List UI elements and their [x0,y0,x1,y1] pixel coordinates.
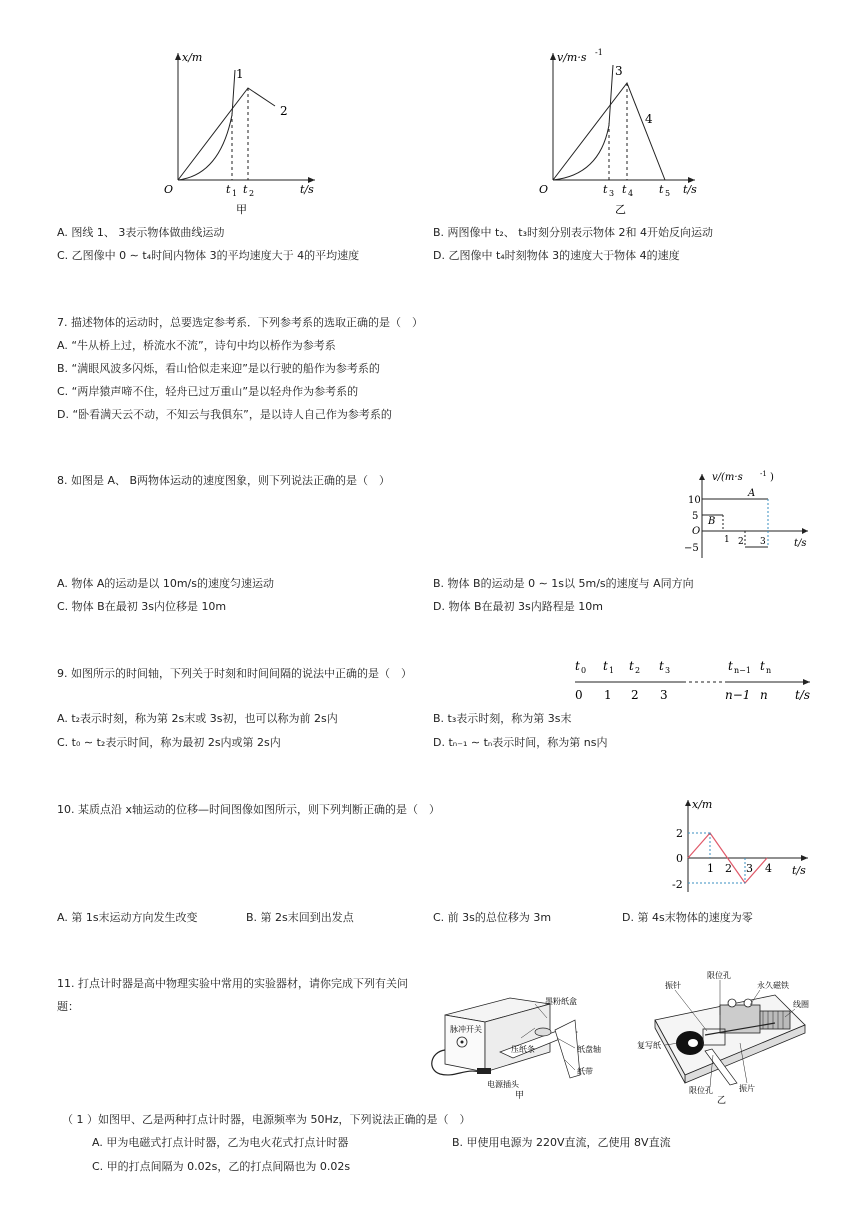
caption-jia: 甲 [515,1091,525,1100]
q10-stem: 10. 某质点沿 x轴运动的位移—时间图像如图所示，则下列判断正确的是（ ） [57,803,440,816]
tick-t2-sub: 2 [635,666,641,675]
tick-tn-sub: n [766,666,772,675]
tick-t0-sub: 0 [581,666,587,675]
ylabel: x/m [182,51,203,64]
ylabel-end: ) [770,472,774,483]
q10-option-d[interactable]: D. 第 4s末物体的速度为零 [622,911,753,924]
t1-sub: 1 [232,189,238,198]
y-tick-0: 0 [676,852,683,865]
tick-tn-1-sub: n−1 [734,666,751,675]
tick-tn: t [760,659,765,673]
y-tick-2: 2 [676,827,683,840]
num-n: n [760,688,768,702]
x-tick-1: 1 [724,535,730,545]
q7-option-c[interactable]: C. “两岸猿声啼不住，轻舟已过万重山”是以轻舟作为参考系的 [57,385,359,398]
q9-option-d[interactable]: D. tₙ₋₁ ∼ tₙ表示时间，称为第 ns内 [433,736,608,749]
ylabel-sup: -1 [595,48,603,57]
label-pulse-switch: 脉冲开关 [450,1025,482,1034]
q6-option-c[interactable]: C. 乙图像中 0 ∼ t₄时间内物体 3的平均速度大于 4的平均速度 [57,249,360,262]
label-carbon-paper: 复写纸 [637,1041,661,1050]
q6-option-d[interactable]: D. 乙图像中 t₄时刻物体 3的速度大于物体 4的速度 [433,249,680,262]
label-hole-bottom: 限位孔 [689,1086,713,1095]
num-1: 1 [604,688,612,702]
origin-label: O [164,183,174,196]
q7-option-d[interactable]: D. “卧看满天云不动，不知云与我俱东”，是以诗人自己作为参考系的 [57,408,392,421]
tick-t3-sub: 3 [665,666,671,675]
y-tick-5: 5 [692,511,699,522]
t2-label: t [243,183,248,196]
tick-t0: t [575,659,580,673]
q9-stem: 9. 如图所示的时间轴，下列关于时刻和时间间隔的说法中正确的是（ ） [57,667,412,680]
label-tape: 纸带 [577,1067,593,1076]
tick-t2: t [629,659,634,673]
q6-option-b[interactable]: B. 两图像中 t₂、 t₃时刻分别表示物体 2和 4开始反向运动 [433,226,713,239]
q10-option-a[interactable]: A. 第 1s末运动方向发生改变 [57,911,198,924]
x-tick-2: 2 [725,862,732,875]
t1-label: t [226,183,231,196]
tick-tn-1: t [728,659,733,673]
q8-option-b[interactable]: B. 物体 B的运动是 0 ∼ 1s以 5m/s的速度与 A同方向 [433,577,694,590]
ylabel: x/m [692,798,713,811]
x-tick-1: 1 [707,862,714,875]
line-2-label: 2 [280,104,288,118]
label-needle: 振针 [665,981,681,990]
q10-graph-x-t [670,792,815,897]
y-tick-0: O [692,526,701,537]
q9-option-a[interactable]: A. t₂表示时刻，称为第 2s末或 3s初，也可以称为前 2s内 [57,712,338,725]
q7-stem: 7. 描述物体的运动时，总要选定参考系．下列参考系的选取正确的是（ ） [57,316,423,329]
q11-sub1-stem: （ 1 ）如图甲、乙是两种打点计时器，电源频率为 50Hz，下列说法正确的是（ ） [62,1113,471,1126]
num-3: 3 [660,688,668,702]
caption-jia: 甲 [236,203,247,216]
label-reed: 振片 [739,1084,755,1093]
line-4-label: 4 [645,112,653,126]
xlabel: t/s [683,183,697,196]
caption-yi: 乙 [615,203,626,216]
y-tick-neg2: -2 [672,878,683,891]
num-n-1: n−1 [725,688,751,702]
q9-option-b[interactable]: B. t₃表示时刻，称为第 3s末 [433,712,572,725]
ylabel-sup: -1 [760,470,767,478]
q8-graph-v-t [672,466,817,562]
t5-sub: 5 [665,189,671,198]
t4-label: t [622,183,627,196]
xlabel: t/s [300,183,314,196]
fig-spark-timer [425,990,625,1100]
series-b-label: B [708,516,716,527]
q8-option-d[interactable]: D. 物体 B在最初 3s内路程是 10m [433,600,603,613]
x-tick-4: 4 [765,862,772,875]
q8-stem: 8. 如图是 A、 B两物体运动的速度图象，则下列说法正确的是（ ） [57,474,391,487]
origin-label: O [539,183,549,196]
caption-yi: 乙 [717,1096,727,1105]
q7-option-b[interactable]: B. “满眼风波多闪烁，看山恰似走来迎”是以行驶的船作为参考系的 [57,362,380,375]
q10-option-c[interactable]: C. 前 3s的总位移为 3m [433,911,552,924]
x-tick-2: 2 [738,537,744,547]
x-tick-3: 3 [760,537,766,547]
q6-option-a[interactable]: A. 图线 1、 3表示物体做曲线运动 [57,226,225,239]
xlabel: t/s [794,538,807,549]
t2-sub: 2 [249,189,255,198]
x-tick-3: 3 [746,862,753,875]
xlabel: t/s [792,864,806,877]
q11-stem-line2: 题： [57,1000,79,1013]
t3-sub: 3 [609,189,615,198]
t5-label: t [659,183,664,196]
y-tick-neg5: −5 [684,543,699,554]
label-hole-top: 限位孔 [707,971,731,980]
series-a-label: A [748,488,756,499]
line-1-label: 1 [236,67,244,81]
q9-option-c[interactable]: C. t₀ ∼ t₂表示时间，称为最初 2s内或第 2s内 [57,736,281,749]
label-press-strip: 压纸条 [511,1045,535,1054]
graph-yi-v-t [525,45,715,220]
q11-stem-line1: 11. 打点计时器是高中物理实验中常用的实验器材，请你完成下列有关问 [57,977,408,990]
q7-option-a[interactable]: A. “牛从桥上过，桥流水不流”，诗句中均以桥作为参考系 [57,339,336,352]
q8-option-a[interactable]: A. 物体 A的运动是以 10m/s的速度匀速运动 [57,577,274,590]
label-ink-box: 墨粉纸盒 [545,997,577,1006]
q11-sub1-option-c[interactable]: C. 甲的打点间隔为 0.02s，乙的打点间隔也为 0.02s [92,1160,351,1173]
t4-sub: 4 [628,189,634,198]
tick-t3: t [659,659,664,673]
line-3-label: 3 [615,64,623,78]
y-tick-10: 10 [688,495,701,506]
q9-time-axis [565,655,820,705]
xlabel: t/s [795,688,811,702]
label-plug: 电源插头 [487,1080,519,1089]
label-magnet: 永久磁铁 [757,981,789,990]
tick-t1: t [603,659,608,673]
tick-t1-sub: 1 [609,666,615,675]
graph-jia-x-t [150,45,330,220]
q10-option-b[interactable]: B. 第 2s末回到出发点 [246,911,354,924]
q11-sub1-option-a[interactable]: A. 甲为电磁式打点计时器，乙为电火花式打点计时器 [92,1136,349,1149]
q8-option-c[interactable]: C. 物体 B在最初 3s内位移是 10m [57,600,227,613]
t3-label: t [603,183,608,196]
fig-em-timer [635,965,820,1105]
label-coil: 线圈 [793,1000,809,1009]
num-0: 0 [575,688,583,702]
label-disk-axis: 纸盘轴 [577,1045,601,1054]
ylabel: v/m·s [557,51,587,64]
num-2: 2 [631,688,639,702]
ylabel: v/(m·s [712,472,743,483]
q11-sub1-option-b[interactable]: B. 甲使用电源为 220V直流，乙使用 8V直流 [452,1136,671,1149]
